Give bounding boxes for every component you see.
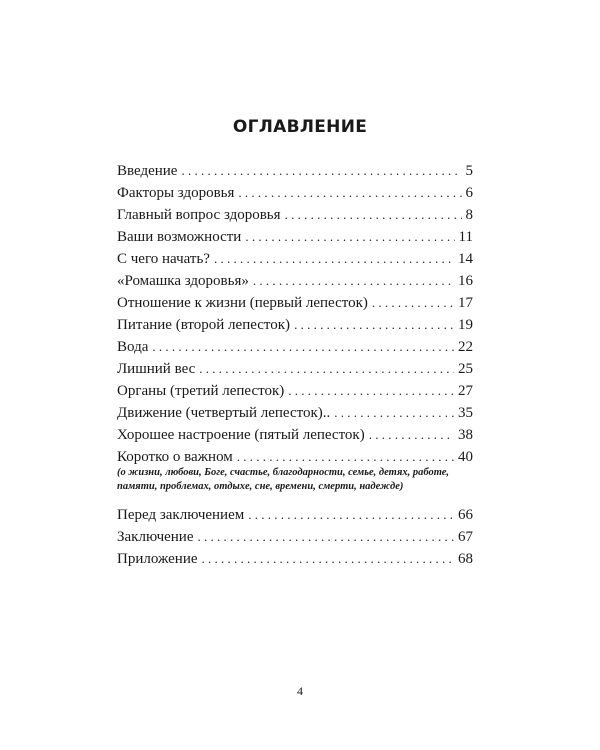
toc-entry xyxy=(117,182,473,204)
toc-entry xyxy=(117,336,473,358)
page-title: ОГЛАВЛЕНИЕ xyxy=(232,117,368,137)
dot-leader xyxy=(199,358,454,380)
toc-entry-page: 40 xyxy=(458,449,473,465)
toc-entry-label: Перед заключением xyxy=(117,507,245,523)
toc-entry xyxy=(117,226,473,248)
dot-leader xyxy=(181,160,461,182)
toc-entry-page: 8 xyxy=(465,207,473,223)
dot-leader xyxy=(288,380,454,402)
toc-entry-page: 17 xyxy=(458,295,473,311)
toc-entry-page: 38 xyxy=(458,427,473,443)
toc-entry xyxy=(117,160,473,182)
toc-entry-page: 16 xyxy=(458,273,473,289)
toc-entry xyxy=(117,424,473,446)
dot-leader xyxy=(294,314,454,336)
toc-entry xyxy=(117,270,473,292)
toc-entry-page: 67 xyxy=(458,529,473,545)
toc-entry xyxy=(117,358,473,380)
toc-entry-page: 6 xyxy=(465,185,473,201)
toc-entry-label: «Ромашка здоровья» xyxy=(117,273,249,289)
toc-entry-page: 68 xyxy=(458,551,473,567)
toc-entry xyxy=(117,402,473,424)
dot-leader xyxy=(198,526,455,548)
dot-leader xyxy=(245,226,454,248)
toc-entry-label: Приложение xyxy=(117,551,198,567)
toc-entry-label: Движение (четвертый лепесток).. xyxy=(117,405,331,421)
toc-entry-label: Хорошее настроение (пятый лепесток) xyxy=(117,427,365,443)
toc-entry-page: 11 xyxy=(458,229,473,245)
toc-entry-page: 27 xyxy=(458,383,473,399)
toc-entry xyxy=(117,548,473,570)
dot-leader xyxy=(237,446,454,468)
dot-leader xyxy=(334,402,454,424)
toc-entry-label: Факторы здоровья xyxy=(117,185,235,201)
toc-entry-label: Органы (третий лепесток) xyxy=(117,383,285,399)
toc-entry-label: Вода xyxy=(117,339,149,355)
dot-leader xyxy=(248,504,454,526)
dot-leader xyxy=(202,548,454,570)
dot-leader xyxy=(214,248,454,270)
dot-leader xyxy=(238,182,461,204)
toc-entry-label: Лишний вес xyxy=(117,361,196,377)
dot-leader xyxy=(152,336,454,358)
toc-entry-page: 25 xyxy=(458,361,473,377)
toc-entry xyxy=(117,504,473,526)
toc-entry-label: Ваши возможности xyxy=(117,229,242,245)
toc-entry xyxy=(117,248,473,270)
table-of-contents xyxy=(117,160,473,570)
page-number: 4 xyxy=(297,684,303,698)
toc-entry-label: Главный вопрос здоровья xyxy=(117,207,281,223)
toc-entry-note: (о жизни, любови, Боге, счастье, благодарности, семье, детях, работе, памяти, проблемах, отдыхе, сне, времени, смерти, надежде) xyxy=(117,467,450,492)
dot-leader xyxy=(253,270,454,292)
toc-entry-label: Введение xyxy=(117,163,178,179)
toc-entry-page: 14 xyxy=(458,251,473,267)
toc-entry xyxy=(117,526,473,548)
toc-entry-label: Питание (второй лепесток) xyxy=(117,317,291,333)
toc-entry-label: Отношение к жизни (первый лепесток) xyxy=(117,295,368,311)
toc-entry-page: 66 xyxy=(458,507,473,523)
dot-leader xyxy=(285,204,462,226)
dot-leader xyxy=(372,292,454,314)
toc-entry-page: 35 xyxy=(458,405,473,421)
toc-entry-page: 5 xyxy=(465,163,473,179)
toc-entry xyxy=(117,292,473,314)
dot-leader xyxy=(369,424,454,446)
toc-entry-page: 19 xyxy=(458,317,473,333)
toc-entry-label: Заключение xyxy=(117,529,194,545)
toc-entry xyxy=(117,446,473,468)
toc-entry xyxy=(117,380,473,402)
toc-entry xyxy=(117,314,473,336)
toc-entry-label: С чего начать? xyxy=(117,251,210,267)
toc-entry-page: 22 xyxy=(458,339,473,355)
toc-entry-label: Коротко о важном xyxy=(117,449,233,465)
toc-entry xyxy=(117,204,473,226)
